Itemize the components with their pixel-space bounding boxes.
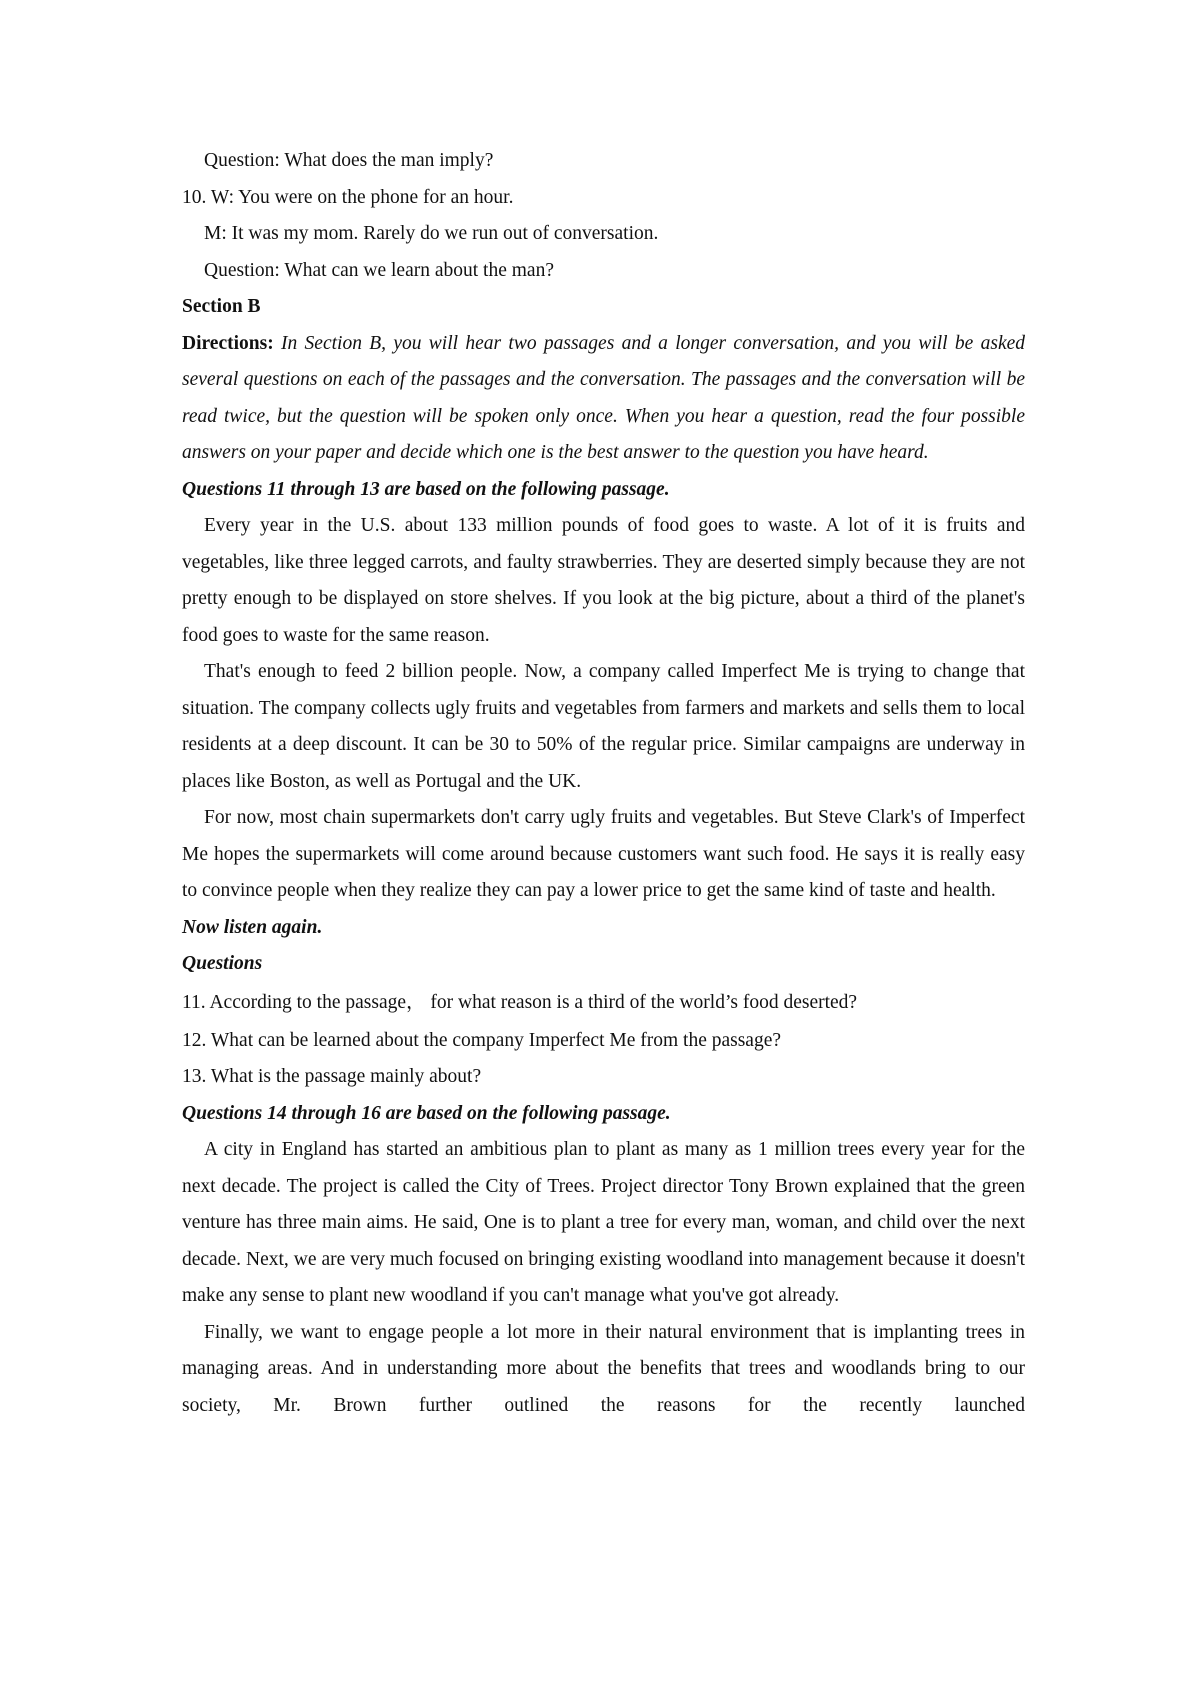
directions-text: In Section B, you will hear two passages and a longer conversation, and you will be asked several questions on each of the passages and the conversation. The passages and the conversation will be read twice, but the question will be spoken only once. When you hear a question, read the four possible answers on your paper and decide which one is the best answer to the question you have heard.: [182, 332, 1026, 463]
questions-label: Questions: [182, 953, 263, 974]
passage1-paragraph-1: Every year in the U.S. about 133 million pounds of food goes to waste. A lot of it is fruits and vegetables, like three legged carrots, and faulty strawberries. They are deserted simply because they are not pretty enough to be displayed on store shelves. If you look at the big picture, about a third of the planet's food goes to waste for the same reason.: [182, 515, 1025, 646]
passage1-paragraph-2: That's enough to feed 2 billion people. Now, a company called Imperfect Me is trying to change that situation. The company collects ugly fruits and vegetables from farmers and markets and sells them to local residents at a deep discount. It can be 30 to 50% of the regular price. Similar campaigns are underway in places like Boston, as well as Portugal and the UK.: [182, 661, 1025, 792]
passage1-paragraph-3: For now, most chain supermarkets don't carry ugly fruits and vegetables. But Steve Clark's of Imperfect Me hopes the supermarkets will come around because customers want such food. He says it is really easy to convince people when they realize they can pay a lower price to get the same kind of taste and health.: [182, 807, 1025, 901]
q14-16-header: Questions 14 through 16 are based on the following passage.: [182, 1102, 671, 1124]
listen-again-label: Now listen again.: [182, 916, 323, 938]
q10-man-line: M: It was my mom. Rarely do we run out of conversation.: [204, 223, 659, 244]
section-b-heading: Section B: [182, 296, 261, 317]
passage2-paragraph-1: A city in England has started an ambitious plan to plant as many as 1 million trees every year for the next decade. The project is called the City of Trees. Project director Tony Brown explained that the green venture has three main aims. He said, One is to plant a tree for every man, woman, and child over the next decade. Next, we are very much focused on bringing existing woodland into management because it doesn't make any sense to plant new woodland if you can't manage what you've got already.: [182, 1139, 1025, 1306]
q10-question-line: Question: What can we learn about the man?: [204, 259, 554, 281]
question-13: 13. What is the passage mainly about?: [182, 1066, 482, 1087]
directions-label: Directions:: [182, 332, 274, 354]
question-12: 12. What can be learned about the company Imperfect Me from the passage?: [182, 1029, 782, 1051]
directions-paragraph: [182, 326, 1025, 472]
q11-13-header: Questions 11 through 13 are based on the following passage.: [182, 478, 670, 500]
passage2-paragraph-2: Finally, we want to engage people a lot more in their natural environment that is implanting trees in managing areas. And in understanding more about the benefits that trees and woodlands bring to our society, Mr. Brown further outlined the reasons for the recently launched: [182, 1321, 1025, 1416]
q10-woman-line: 10. W: You were on the phone for an hour.: [182, 186, 514, 208]
document-page: [182, 143, 1025, 1424]
question-11: 11. According to the passage， for what reason is a third of the world’s food deserted?: [182, 991, 858, 1013]
q9-question-line: Question: What does the man imply?: [204, 150, 494, 171]
